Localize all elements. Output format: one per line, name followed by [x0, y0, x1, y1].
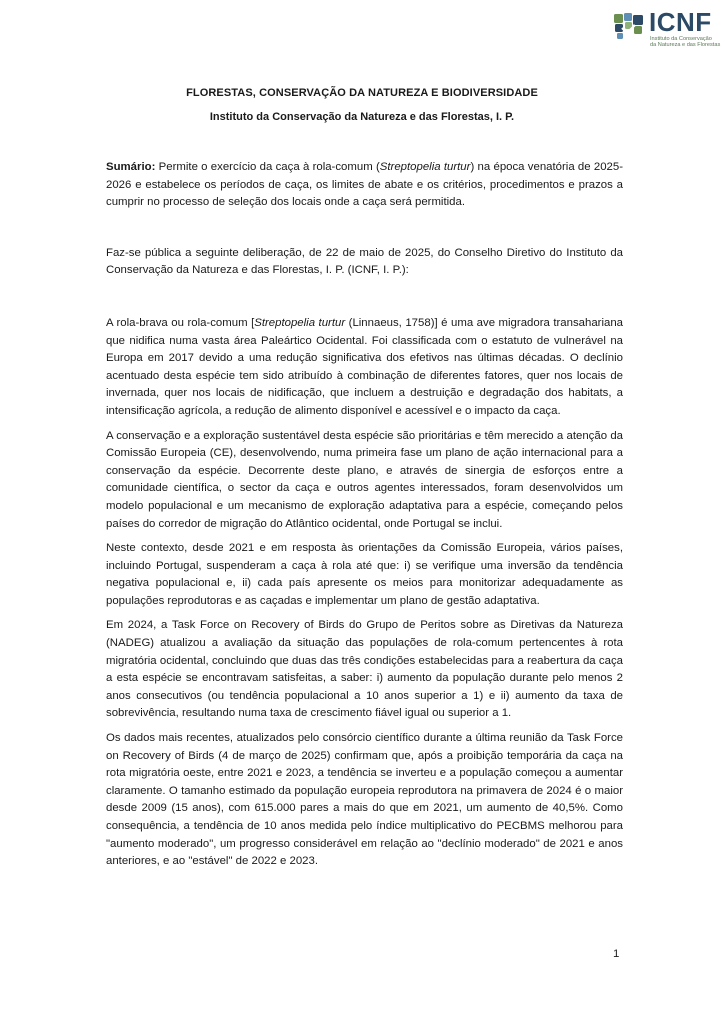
page-number: 1	[613, 948, 620, 960]
logo-subtitle-line2: da Natureza e das Florestas	[650, 42, 721, 49]
paragraph-context: Neste contexto, desde 2021 e em resposta às orientações da Comissão Europeia, vários países, incluindo Portugal, suspenderam a caça à rola até que: i) se verifique uma inversão da tendência negativa populacional e, ii) cada país apresente os meios para monitorizar adequadamente as populações reprodutoras e as caçadas e implementar um plano de gestão adaptativa.	[106, 542, 623, 607]
paragraph-species	[106, 315, 623, 421]
icnf-logo	[612, 7, 721, 50]
logo-subtitle-line1: Instituto da Conservação	[650, 36, 712, 42]
intro-paragraph: Faz-se pública a seguinte deliberação, de 22 de maio de 2025, do Conselho Diretivo do Instituto da Conservação da Natureza e das Florestas, I. P. (ICNF, I. P.):	[106, 246, 623, 277]
paragraph-recent-data: Os dados mais recentes, atualizados pelo consórcio científico durante a última reunião da Task Force on Recovery of Birds (4 de março de 2025) confirmam que, após a proibição temporária da caça na rota migratória oeste, entre 2021 e 2023, a tendência se inverteu e a população começou a aumentar claramente. O tamanho estimado da população europeia reprodutora na primavera de 2024 é o maior desde 2009 (15 anos), com 615.000 pares a mais do que em 2021, um aumento de 40,5%. Como consequência, a tendência de 10 anos medida pelo índice multiplicativo do PECBMS melhorou para "aumento moderado", um progresso considerável em relação ao "declínio moderado" de 2021 e anos anteriores, e ao "estável" de 2022 e 2023.	[106, 732, 623, 868]
paragraph-1-species: Streptopelia turtur	[254, 316, 346, 329]
summary-species: Streptopelia turtur	[379, 161, 471, 173]
logo-subtitle	[650, 36, 720, 49]
document-body	[106, 159, 623, 878]
ministry-heading: FLORESTAS, CONSERVAÇÃO DA NATUREZA E BIODIVERSIDADE	[186, 87, 538, 99]
summary-paragraph	[106, 159, 623, 212]
paragraph-1-text-1: A rola-brava ou rola-comum [	[106, 316, 255, 329]
summary-text-1: Permite o exercício da caça à rola-comum (	[155, 161, 380, 173]
logo-wordmark: ICNF	[649, 7, 712, 37]
summary-label: Sumário:	[106, 161, 156, 173]
paragraph-conservation: A conservação e a exploração sustentável desta espécie são prioritárias e têm merecido a atenção da Comissão Europeia (CE), desenvolvendo, numa primeira fase um plano de ação internacional para a conservação da espécie. Decorrente deste plano, e através de sinergia de esforços entre a comunidade científica, o sector da caça e outros agentes interessados, foram desenvolvidos um modelo populacional e um mecanismo de exploração adaptativa para a espécie, começando pelos países do corredor de migração do Atlântico ocidental, onde Portugal se inclui.	[106, 429, 623, 530]
paragraph-1-text-2: (Linnaeus, 1758)] é uma ave migradora transahariana que nidifica numa vasta área Paleártico Ocidental. Foi classificada com o estatuto de vulnerável na Europa em 2017 devido a uma redução significativa dos efetivos nas últimas décadas. O declínio acentuado desta espécie tem sido atribuído à combinação de diferentes fatores, quer nos locais de invernada, quer nos locais de nidificação, que incluem a destruição e degradação dos habitats, a intensificação agrícola, a redução de alimento disponível e acessível e o impacto da caça.	[106, 316, 623, 417]
paragraph-task-force: Em 2024, a Task Force on Recovery of Birds do Grupo de Peritos sobre as Diretivas da Natureza (NADEG) atualizou a avaliação da situação das populações de rola-comum pertencentes à rota migratória ocidental, concluindo que duas das três condições estabelecidas para a reabertura da caça a esta espécie se encontravam satisfeitas, a saber: i) aumento da população durante pelo menos 2 anos consecutivos (ou tendência populacional a 10 anos superior a 1) e ii) aumento da taxa de sobrevivência, resultando numa taxa de crescimento fiável igual ou superior a 1.	[106, 619, 623, 720]
summary-text-2: ) na época venatória de 2025-2026 e estabelece os períodos de caça, os limites de abate e os critérios, procedimentos e prazos a cumprir no processo de seleção dos locais onde a caça será permitida.	[106, 161, 624, 209]
institute-heading: Instituto da Conservação da Natureza e das Florestas, I. P.	[209, 111, 515, 123]
tree-leaves-icon	[612, 12, 646, 46]
